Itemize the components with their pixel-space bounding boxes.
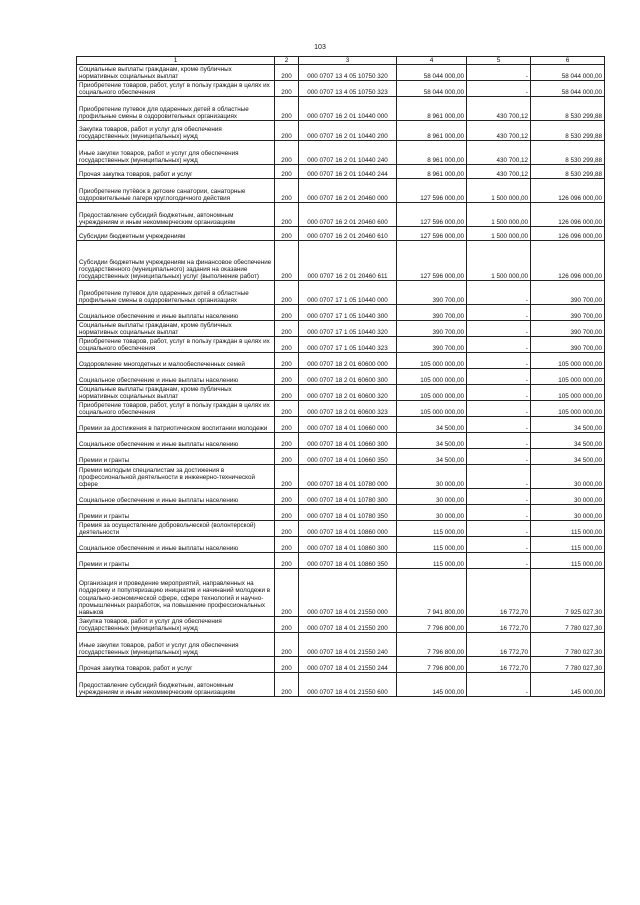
row-classification-code-cell: 000 0707 18 2 01 60600 323 <box>299 401 397 417</box>
row-approved-amount-cell: 8 961 000,00 <box>397 121 467 141</box>
table-row <box>77 617 605 633</box>
row-remaining-amount-cell: 105 000 000,00 <box>531 385 605 401</box>
row-executed-amount-cell: - <box>467 449 531 465</box>
row-classification-code-cell: 000 0707 18 4 01 10780 350 <box>299 505 397 521</box>
row-classification-code-cell: 000 0707 18 4 01 10860 000 <box>299 521 397 537</box>
row-classification-code-cell: 000 0707 13 4 05 10750 323 <box>299 81 397 97</box>
row-name-cell: Социальное обеспечение и иные выплаты населению <box>77 305 275 321</box>
row-executed-amount-cell: - <box>467 369 531 385</box>
row-admin-code-cell: 200 <box>275 97 299 121</box>
row-classification-code-cell: 000 0707 16 2 01 10440 244 <box>299 165 397 179</box>
row-approved-amount-cell: 8 961 000,00 <box>397 165 467 179</box>
row-classification-code-cell: 000 0707 18 2 01 60600 300 <box>299 369 397 385</box>
row-executed-amount-cell: - <box>467 281 531 305</box>
row-executed-amount-cell: - <box>467 65 531 81</box>
row-remaining-amount-cell: 145 000,00 <box>531 673 605 697</box>
row-name-cell: Субсидии бюджетным учреждениям <box>77 227 275 241</box>
row-approved-amount-cell: 7 796 800,00 <box>397 657 467 673</box>
row-name-cell: Приобретение путевок для одаренных детей в областные профильные смены в оздоровительных организациях <box>77 97 275 121</box>
table-row <box>77 465 605 489</box>
row-executed-amount-cell: - <box>467 489 531 505</box>
row-remaining-amount-cell: 390 700,00 <box>531 337 605 353</box>
row-admin-code-cell: 200 <box>275 65 299 81</box>
row-admin-code-cell: 200 <box>275 505 299 521</box>
row-executed-amount-cell: 16 772,70 <box>467 617 531 633</box>
row-name-cell: Премии и гранты <box>77 553 275 569</box>
row-name-cell: Прочая закупка товаров, работ и услуг <box>77 657 275 673</box>
row-admin-code-cell: 200 <box>275 305 299 321</box>
row-remaining-amount-cell: 115 000,00 <box>531 553 605 569</box>
table-row <box>77 401 605 417</box>
row-remaining-amount-cell: 105 000 000,00 <box>531 353 605 369</box>
row-remaining-amount-cell: 126 096 000,00 <box>531 227 605 241</box>
row-executed-amount-cell: - <box>467 81 531 97</box>
row-name-cell: Премии и гранты <box>77 449 275 465</box>
row-name-cell: Иные закупки товаров, работ и услуг для обеспечения государственных (муниципальных) нужд <box>77 141 275 165</box>
row-approved-amount-cell: 7 796 800,00 <box>397 633 467 657</box>
row-approved-amount-cell: 105 000 000,00 <box>397 385 467 401</box>
table-row <box>77 633 605 657</box>
row-remaining-amount-cell: 7 925 027,30 <box>531 569 605 617</box>
header-col-6: 6 <box>531 57 605 65</box>
table-row <box>77 449 605 465</box>
table-row <box>77 165 605 179</box>
row-remaining-amount-cell: 58 044 000,00 <box>531 81 605 97</box>
row-approved-amount-cell: 105 000 000,00 <box>397 401 467 417</box>
row-remaining-amount-cell: 34 500,00 <box>531 449 605 465</box>
row-remaining-amount-cell: 30 000,00 <box>531 489 605 505</box>
table-row <box>77 321 605 337</box>
row-executed-amount-cell: - <box>467 417 531 433</box>
row-approved-amount-cell: 58 044 000,00 <box>397 65 467 81</box>
header-col-5: 5 <box>467 57 531 65</box>
row-remaining-amount-cell: 105 000 000,00 <box>531 401 605 417</box>
row-classification-code-cell: 000 0707 18 4 01 21550 600 <box>299 673 397 697</box>
row-executed-amount-cell: 1 500 000,00 <box>467 203 531 227</box>
row-classification-code-cell: 000 0707 18 4 01 21550 000 <box>299 569 397 617</box>
row-admin-code-cell: 200 <box>275 433 299 449</box>
row-name-cell: Оздоровление многодетных и малообеспеченных семей <box>77 353 275 369</box>
table-row <box>77 241 605 281</box>
row-classification-code-cell: 000 0707 18 2 01 60600 000 <box>299 353 397 369</box>
table-row <box>77 673 605 697</box>
row-remaining-amount-cell: 30 000,00 <box>531 465 605 489</box>
row-admin-code-cell: 200 <box>275 617 299 633</box>
row-remaining-amount-cell: 7 780 027,30 <box>531 657 605 673</box>
row-name-cell: Субсидии бюджетным учреждениям на финансовое обеспечение государственного (муниципального) задания на оказание государственных (муниципальных) услуг (выполнение работ) <box>77 241 275 281</box>
table-row <box>77 141 605 165</box>
table-row <box>77 227 605 241</box>
row-remaining-amount-cell: 58 044 000,00 <box>531 65 605 81</box>
row-approved-amount-cell: 8 961 000,00 <box>397 141 467 165</box>
table-row <box>77 537 605 553</box>
table-row <box>77 81 605 97</box>
row-classification-code-cell: 000 0707 18 4 01 10860 300 <box>299 537 397 553</box>
row-executed-amount-cell: - <box>467 465 531 489</box>
row-classification-code-cell: 000 0707 16 2 01 20460 000 <box>299 179 397 203</box>
row-classification-code-cell: 000 0707 18 2 01 60600 320 <box>299 385 397 401</box>
row-remaining-amount-cell: 390 700,00 <box>531 305 605 321</box>
table-row <box>77 305 605 321</box>
row-executed-amount-cell: - <box>467 505 531 521</box>
row-approved-amount-cell: 34 500,00 <box>397 433 467 449</box>
table-row <box>77 353 605 369</box>
row-name-cell: Закупка товаров, работ и услуг для обеспечения государственных (муниципальных) нужд <box>77 617 275 633</box>
row-approved-amount-cell: 127 596 000,00 <box>397 241 467 281</box>
row-approved-amount-cell: 390 700,00 <box>397 321 467 337</box>
row-admin-code-cell: 200 <box>275 417 299 433</box>
row-classification-code-cell: 000 0707 16 2 01 10440 000 <box>299 97 397 121</box>
table-row <box>77 417 605 433</box>
row-name-cell: Приобретение товаров, работ, услуг в пользу граждан в целях их социального обеспечения <box>77 81 275 97</box>
row-remaining-amount-cell: 7 780 027,30 <box>531 633 605 657</box>
row-classification-code-cell: 000 0707 18 4 01 10780 000 <box>299 465 397 489</box>
row-executed-amount-cell: - <box>467 305 531 321</box>
row-admin-code-cell: 200 <box>275 673 299 697</box>
row-approved-amount-cell: 7 941 800,00 <box>397 569 467 617</box>
row-executed-amount-cell: 430 700,12 <box>467 165 531 179</box>
row-approved-amount-cell: 34 500,00 <box>397 449 467 465</box>
row-approved-amount-cell: 105 000 000,00 <box>397 369 467 385</box>
row-executed-amount-cell: - <box>467 337 531 353</box>
row-admin-code-cell: 200 <box>275 241 299 281</box>
row-remaining-amount-cell: 126 096 000,00 <box>531 203 605 227</box>
row-admin-code-cell: 200 <box>275 321 299 337</box>
row-admin-code-cell: 200 <box>275 401 299 417</box>
row-name-cell: Приобретение товаров, работ, услуг в пользу граждан в целях их социального обеспечения <box>77 401 275 417</box>
row-classification-code-cell: 000 0707 17 1 05 10440 323 <box>299 337 397 353</box>
row-approved-amount-cell: 145 000,00 <box>397 673 467 697</box>
row-executed-amount-cell: 1 500 000,00 <box>467 241 531 281</box>
row-admin-code-cell: 200 <box>275 369 299 385</box>
row-name-cell: Социальное обеспечение и иные выплаты населению <box>77 537 275 553</box>
row-classification-code-cell: 000 0707 13 4 05 10750 320 <box>299 65 397 81</box>
row-classification-code-cell: 000 0707 18 4 01 10780 300 <box>299 489 397 505</box>
row-approved-amount-cell: 115 000,00 <box>397 521 467 537</box>
row-admin-code-cell: 200 <box>275 165 299 179</box>
row-executed-amount-cell: 1 500 000,00 <box>467 179 531 203</box>
row-classification-code-cell: 000 0707 17 1 05 10440 320 <box>299 321 397 337</box>
row-approved-amount-cell: 8 961 000,00 <box>397 97 467 121</box>
row-admin-code-cell: 200 <box>275 537 299 553</box>
row-admin-code-cell: 200 <box>275 521 299 537</box>
table-row <box>77 369 605 385</box>
row-admin-code-cell: 200 <box>275 121 299 141</box>
row-classification-code-cell: 000 0707 17 1 05 10440 300 <box>299 305 397 321</box>
row-executed-amount-cell: - <box>467 433 531 449</box>
row-name-cell: Социальное обеспечение и иные выплаты населению <box>77 489 275 505</box>
table-row <box>77 489 605 505</box>
row-name-cell: Социальные выплаты гражданам, кроме публичных нормативных социальных выплат <box>77 385 275 401</box>
row-executed-amount-cell: 430 700,12 <box>467 121 531 141</box>
row-classification-code-cell: 000 0707 16 2 01 10440 200 <box>299 121 397 141</box>
row-name-cell: Социальные выплаты гражданам, кроме публичных нормативных социальных выплат <box>77 321 275 337</box>
row-approved-amount-cell: 127 596 000,00 <box>397 179 467 203</box>
row-admin-code-cell: 200 <box>275 281 299 305</box>
row-admin-code-cell: 200 <box>275 569 299 617</box>
row-approved-amount-cell: 390 700,00 <box>397 305 467 321</box>
row-approved-amount-cell: 58 044 000,00 <box>397 81 467 97</box>
row-approved-amount-cell: 115 000,00 <box>397 553 467 569</box>
row-remaining-amount-cell: 115 000,00 <box>531 537 605 553</box>
row-classification-code-cell: 000 0707 18 4 01 21550 244 <box>299 657 397 673</box>
row-admin-code-cell: 200 <box>275 203 299 227</box>
row-name-cell: Социальное обеспечение и иные выплаты населению <box>77 433 275 449</box>
row-approved-amount-cell: 390 700,00 <box>397 281 467 305</box>
row-executed-amount-cell: - <box>467 553 531 569</box>
row-name-cell: Предоставление субсидий бюджетным, автономным учреждениям и иным некоммерческим организациям <box>77 673 275 697</box>
row-remaining-amount-cell: 390 700,00 <box>531 281 605 305</box>
table-row <box>77 97 605 121</box>
row-admin-code-cell: 200 <box>275 353 299 369</box>
row-classification-code-cell: 000 0707 16 2 01 20460 610 <box>299 227 397 241</box>
row-admin-code-cell: 200 <box>275 465 299 489</box>
row-remaining-amount-cell: 115 000,00 <box>531 521 605 537</box>
row-approved-amount-cell: 127 596 000,00 <box>397 227 467 241</box>
row-remaining-amount-cell: 34 500,00 <box>531 433 605 449</box>
header-col-2: 2 <box>275 57 299 65</box>
row-name-cell: Организация и проведение мероприятий, направленных на поддержку и популяризацию инициатив и начинаний молодежи в социально-экономической сфере, сфере технологий и научно-промышленных разработок, на повышение профессиональных навыков <box>77 569 275 617</box>
row-approved-amount-cell: 115 000,00 <box>397 537 467 553</box>
row-approved-amount-cell: 390 700,00 <box>397 337 467 353</box>
table-row <box>77 553 605 569</box>
row-admin-code-cell: 200 <box>275 633 299 657</box>
row-name-cell: Премии и гранты <box>77 505 275 521</box>
row-classification-code-cell: 000 0707 16 2 01 20460 600 <box>299 203 397 227</box>
row-remaining-amount-cell: 34 500,00 <box>531 417 605 433</box>
row-admin-code-cell: 200 <box>275 449 299 465</box>
row-admin-code-cell: 200 <box>275 337 299 353</box>
row-name-cell: Предоставление субсидий бюджетным, автономным учреждениям и иным некоммерческим организациям <box>77 203 275 227</box>
header-col-1: 1 <box>77 57 275 65</box>
row-approved-amount-cell: 30 000,00 <box>397 505 467 521</box>
row-executed-amount-cell: - <box>467 353 531 369</box>
row-approved-amount-cell: 34 500,00 <box>397 417 467 433</box>
row-approved-amount-cell: 127 596 000,00 <box>397 203 467 227</box>
row-name-cell: Социальные выплаты гражданам, кроме публичных нормативных социальных выплат <box>77 65 275 81</box>
row-admin-code-cell: 200 <box>275 227 299 241</box>
row-name-cell: Приобретение товаров, работ, услуг в пользу граждан в целях их социального обеспечения <box>77 337 275 353</box>
row-name-cell: Премия за осуществление добровольческой (волонтерской) деятельности <box>77 521 275 537</box>
row-admin-code-cell: 200 <box>275 553 299 569</box>
table-row <box>77 179 605 203</box>
row-classification-code-cell: 000 0707 18 4 01 10660 350 <box>299 449 397 465</box>
row-admin-code-cell: 200 <box>275 385 299 401</box>
row-remaining-amount-cell: 126 096 000,00 <box>531 241 605 281</box>
row-remaining-amount-cell: 126 096 000,00 <box>531 179 605 203</box>
row-name-cell: Социальное обеспечение и иные выплаты населению <box>77 369 275 385</box>
table-row <box>77 385 605 401</box>
table-row <box>77 281 605 305</box>
row-remaining-amount-cell: 390 700,00 <box>531 321 605 337</box>
row-remaining-amount-cell: 8 530 299,88 <box>531 97 605 121</box>
budget-table <box>76 56 605 697</box>
table-row <box>77 505 605 521</box>
row-remaining-amount-cell: 8 530 299,88 <box>531 165 605 179</box>
row-approved-amount-cell: 105 000 000,00 <box>397 353 467 369</box>
row-executed-amount-cell: 430 700,12 <box>467 141 531 165</box>
row-approved-amount-cell: 7 796 800,00 <box>397 617 467 633</box>
table-row <box>77 65 605 81</box>
table-row <box>77 337 605 353</box>
row-remaining-amount-cell: 8 530 299,88 <box>531 141 605 165</box>
header-col-4: 4 <box>397 57 467 65</box>
row-classification-code-cell: 000 0707 18 4 01 21550 240 <box>299 633 397 657</box>
row-executed-amount-cell: - <box>467 401 531 417</box>
row-classification-code-cell: 000 0707 16 2 01 20460 611 <box>299 241 397 281</box>
row-admin-code-cell: 200 <box>275 489 299 505</box>
table-row <box>77 657 605 673</box>
row-executed-amount-cell: - <box>467 673 531 697</box>
table-header-row <box>77 57 605 65</box>
row-remaining-amount-cell: 7 780 027,30 <box>531 617 605 633</box>
row-executed-amount-cell: - <box>467 537 531 553</box>
page-number: 103 <box>314 44 326 51</box>
table-row <box>77 121 605 141</box>
row-name-cell: Иные закупки товаров, работ и услуг для обеспечения государственных (муниципальных) нужд <box>77 633 275 657</box>
row-classification-code-cell: 000 0707 18 4 01 10660 000 <box>299 417 397 433</box>
row-executed-amount-cell: 1 500 000,00 <box>467 227 531 241</box>
row-remaining-amount-cell: 105 000 000,00 <box>531 369 605 385</box>
header-col-3: 3 <box>299 57 397 65</box>
row-classification-code-cell: 000 0707 16 2 01 10440 240 <box>299 141 397 165</box>
row-executed-amount-cell: - <box>467 385 531 401</box>
row-approved-amount-cell: 30 000,00 <box>397 465 467 489</box>
row-name-cell: Приобретение путевок для одаренных детей в областные профильные смены в оздоровительных организациях <box>77 281 275 305</box>
table-row <box>77 433 605 449</box>
row-classification-code-cell: 000 0707 18 4 01 21550 200 <box>299 617 397 633</box>
row-executed-amount-cell: 16 772,70 <box>467 657 531 673</box>
row-name-cell: Закупка товаров, работ и услуг для обеспечения государственных (муниципальных) нужд <box>77 121 275 141</box>
table-row <box>77 203 605 227</box>
row-name-cell: Премии молодым специалистам за достижения в профессиональной деятельности в инженерно-технической сфере <box>77 465 275 489</box>
row-name-cell: Приобретение путёвок в детские санатории, санаторные оздоровительные лагеря круглогодичного действия <box>77 179 275 203</box>
row-executed-amount-cell: - <box>467 521 531 537</box>
row-admin-code-cell: 200 <box>275 81 299 97</box>
row-classification-code-cell: 000 0707 18 4 01 10660 300 <box>299 433 397 449</box>
row-remaining-amount-cell: 30 000,00 <box>531 505 605 521</box>
row-remaining-amount-cell: 8 530 299,88 <box>531 121 605 141</box>
row-name-cell: Премии за достижения в патриотическом воспитании молодежи <box>77 417 275 433</box>
row-executed-amount-cell: 430 700,12 <box>467 97 531 121</box>
row-classification-code-cell: 000 0707 18 4 01 10860 350 <box>299 553 397 569</box>
row-admin-code-cell: 200 <box>275 179 299 203</box>
row-executed-amount-cell: 16 772,70 <box>467 633 531 657</box>
row-name-cell: Прочая закупка товаров, работ и услуг <box>77 165 275 179</box>
row-executed-amount-cell: - <box>467 321 531 337</box>
row-admin-code-cell: 200 <box>275 657 299 673</box>
row-executed-amount-cell: 16 772,70 <box>467 569 531 617</box>
row-classification-code-cell: 000 0707 17 1 05 10440 000 <box>299 281 397 305</box>
table-row <box>77 569 605 617</box>
table-row <box>77 521 605 537</box>
row-approved-amount-cell: 30 000,00 <box>397 489 467 505</box>
row-admin-code-cell: 200 <box>275 141 299 165</box>
